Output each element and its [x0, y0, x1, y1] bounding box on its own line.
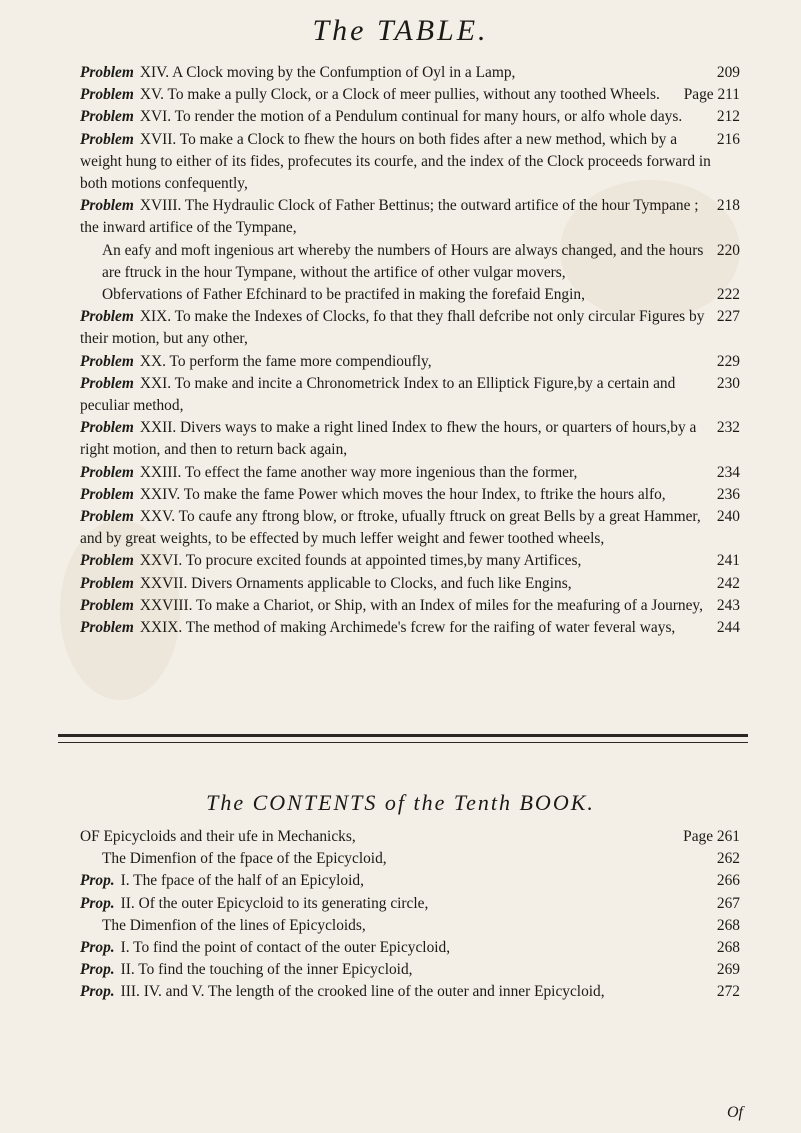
entry-label: Problem — [80, 374, 134, 392]
entry-label: Prop. — [80, 894, 115, 912]
table-row — [80, 195, 740, 239]
entry-text: I. To find the point of contact of the outer Epicycloid, — [120, 939, 451, 957]
page-number: 268 — [716, 916, 740, 934]
entry-text: III. IV. and V. The length of the crooked line of the outer and inner Epicycloid, — [120, 983, 605, 1001]
page-number: 268 — [716, 939, 740, 957]
entry-text: II. To find the touching of the inner Epicycloid, — [120, 961, 413, 979]
entry-label: Problem — [80, 552, 134, 570]
entry-label: Prop. — [80, 961, 115, 979]
entry-label: Problem — [80, 508, 134, 526]
entry-text: XVIII. The Hydraulic Clock of Father Bettinus; the outward artifice of the hour Tympane ; the inward artifice of the Tympane, — [80, 197, 699, 237]
entry-text: II. Of the outer Epicycloid to its generating circle, — [120, 894, 429, 912]
contents-entries — [80, 826, 740, 1004]
entry-text: XXII. Divers ways to make a right lined Index to fhew the hours, or quarters of hours,by a right motion, and then to return back again, — [80, 419, 697, 459]
entry-text: XXIV. To make the fame Power which moves the hour Index, to ftrike the hours alfo, — [139, 485, 666, 503]
page-number: 218 — [716, 197, 740, 215]
table-row — [80, 306, 740, 350]
table-row — [80, 129, 740, 196]
entry-text: XVI. To render the motion of a Pendulum continual for many hours, or alfo whole days. — [139, 108, 683, 126]
catchword: Of — [727, 1104, 743, 1121]
page-number: 227 — [716, 308, 740, 326]
table-row — [80, 595, 740, 617]
page-number: 262 — [716, 850, 740, 868]
section-divider — [58, 734, 748, 743]
page-number: 243 — [716, 596, 740, 614]
entry-text: XXVII. Divers Ornaments applicable to Clocks, and fuch like Engins, — [139, 574, 572, 592]
table-row — [80, 573, 740, 595]
table-row — [80, 284, 740, 306]
entry-label: Problem — [80, 108, 134, 126]
entry-text: Obfervations of Father Efchinard to be practifed in making the forefaid Engin, — [102, 286, 585, 304]
table-row — [80, 826, 740, 848]
page-number: Page 211 — [683, 86, 740, 104]
entry-text: XXIII. To effect the fame another way more ingenious than the former, — [139, 463, 578, 481]
table-row — [80, 373, 740, 417]
page-number: 232 — [716, 419, 740, 437]
entry-label: Problem — [80, 86, 134, 104]
table-row — [80, 870, 740, 892]
entry-text: XXV. To caufe any ftrong blow, or ftroke, ufually ftruck on great Bells by a great Hammer, and by great weights, to be effected by much leffer weight and fewer toothed wheels, — [80, 508, 701, 548]
entry-text: XXVIII. To make a Chariot, or Ship, with an Index of miles for the meafuring of a Journey, — [139, 596, 703, 614]
page-number: 222 — [716, 286, 740, 304]
entry-text: OF Epicycloids and their ufe in Mechanicks, — [80, 828, 356, 845]
page-number: 241 — [716, 552, 740, 570]
table-row — [80, 937, 740, 959]
table-row — [80, 959, 740, 981]
table-row — [80, 62, 740, 84]
page-number: 230 — [716, 374, 740, 392]
entry-text: XVII. To make a Clock to fhew the hours on both fides after a new method, which by a weight hung to either of its fides, profecutes its courfe, and the index of the Clock proceeds forward in both motions confequently, — [80, 130, 711, 193]
entry-label: Prop. — [80, 939, 115, 957]
entry-text: An eafy and moft ingenious art whereby the numbers of Hours are always changed, and the hours are ftruck in the hour Tympane, without the artifice of other vulgar movers, — [102, 241, 704, 281]
entry-text: XX. To perform the fame more compendioufly, — [139, 352, 432, 370]
entry-label: Problem — [80, 485, 134, 503]
entry-label: Problem — [80, 596, 134, 614]
entry-label: Prop. — [80, 872, 115, 890]
page-number: 234 — [716, 463, 740, 481]
entry-label: Problem — [80, 463, 134, 481]
table-row — [80, 484, 740, 506]
entry-label: Problem — [80, 197, 134, 215]
page-number: 220 — [716, 241, 740, 259]
page-number: 242 — [716, 574, 740, 592]
table-row — [80, 417, 740, 461]
table-row — [80, 617, 740, 639]
page-number: 272 — [716, 983, 740, 1001]
entry-label: Problem — [80, 574, 134, 592]
page-number: 229 — [716, 352, 740, 370]
table-row — [80, 506, 740, 550]
entry-text: XXI. To make and incite a Chronometrick Index to an Elliptick Figure,by a certain and peculiar method, — [80, 374, 676, 415]
page-number: Page 261 — [683, 828, 740, 845]
table-row — [80, 550, 740, 572]
table-row — [80, 915, 740, 937]
entry-label: Problem — [80, 308, 134, 326]
table-entries — [80, 62, 740, 639]
table-row — [80, 981, 740, 1003]
entry-text: The Dimenfion of the fpace of the Epicycloid, — [102, 850, 387, 868]
entry-label: Problem — [80, 419, 134, 437]
table-row — [80, 893, 740, 915]
page-number: 240 — [716, 508, 740, 526]
running-head: The TABLE. — [312, 14, 489, 47]
page-number: 212 — [716, 108, 740, 126]
entry-label: Problem — [80, 130, 134, 148]
page-number: 216 — [716, 130, 740, 148]
page-number: 209 — [716, 64, 740, 81]
entry-label: Problem — [80, 619, 134, 637]
page-number: 269 — [716, 961, 740, 979]
entry-label: Prop. — [80, 983, 115, 1001]
entry-text: XXVI. To procure excited founds at appointed times,by many Artifices, — [139, 552, 582, 570]
contents-heading: The CONTENTS of the Tenth BOOK. — [206, 790, 595, 815]
entry-text: XIV. A Clock moving by the Confumption of Oyl in a Lamp, — [139, 64, 516, 81]
entry-text: XIX. To make the Indexes of Clocks, fo that they fhall defcribe not only circular Figures by their motion, but any other, — [80, 308, 705, 348]
table-row — [80, 848, 740, 870]
entry-text: The Dimenfion of the lines of Epicycloids, — [102, 916, 366, 934]
entry-text: XV. To make a pully Clock, or a Clock of meer pullies, without any toothed Wheels. — [139, 86, 660, 104]
page-number: 244 — [716, 619, 740, 637]
entry-text: I. The fpace of the half of an Epicyloid, — [120, 872, 364, 890]
page-number: 267 — [716, 894, 740, 912]
table-row — [80, 462, 740, 484]
page-number: 266 — [716, 872, 740, 890]
table-row — [80, 106, 740, 128]
entry-label: Problem — [80, 64, 134, 81]
table-row — [80, 351, 740, 373]
table-row — [80, 240, 740, 284]
table-row — [80, 84, 740, 106]
entry-label: Problem — [80, 352, 134, 370]
page-number: 236 — [716, 485, 740, 503]
entry-text: XXIX. The method of making Archimede's fcrew for the raifing of water feveral ways, — [139, 619, 676, 637]
